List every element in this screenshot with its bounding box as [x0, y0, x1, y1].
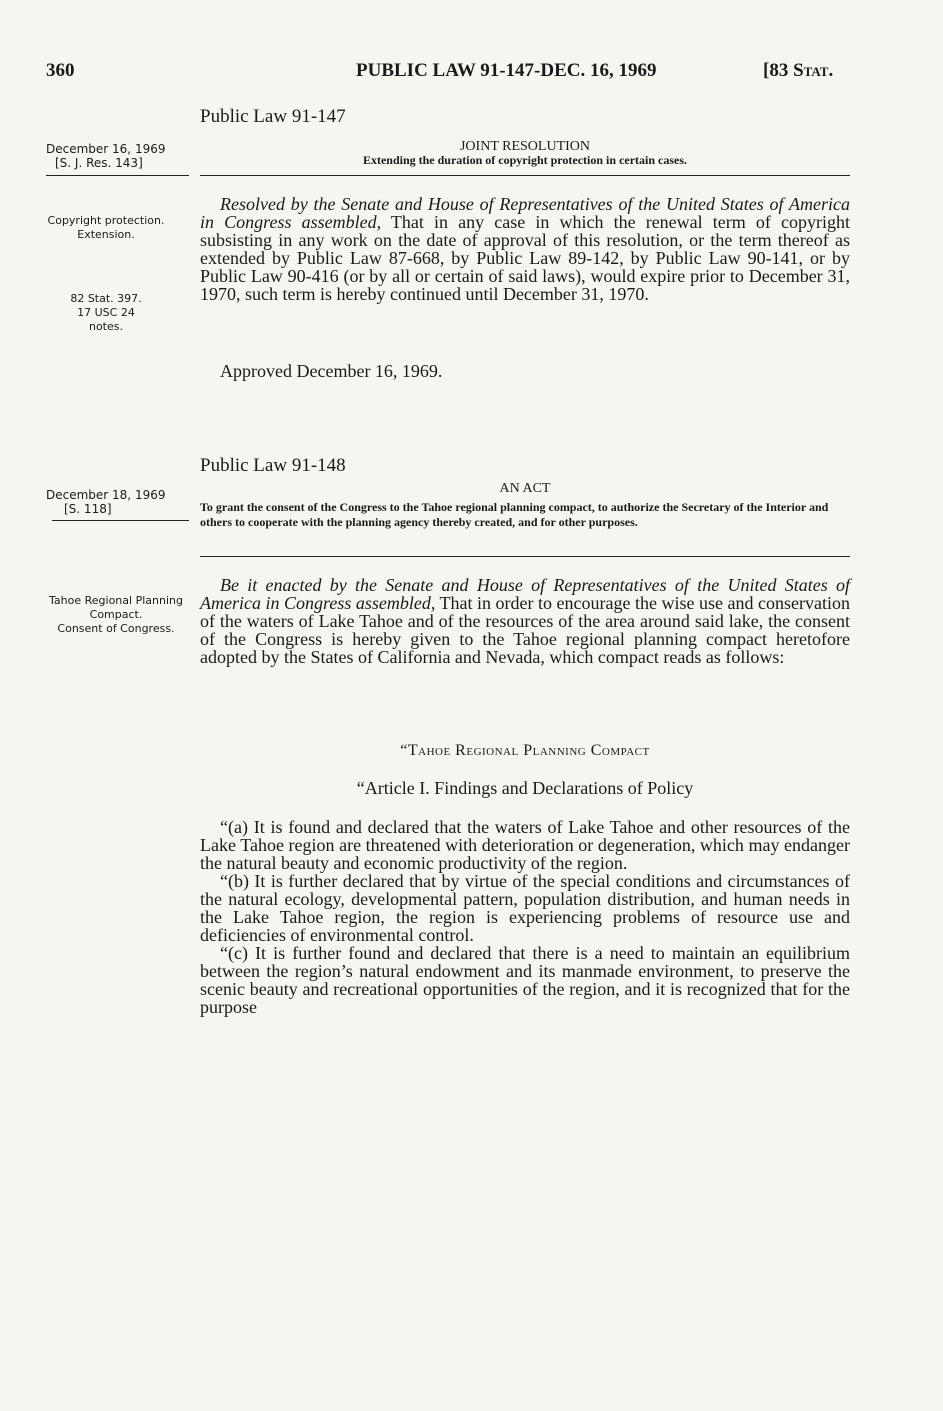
law-1-type: JOINT RESOLUTION — [459, 139, 590, 154]
paragraph-c: “(c) It is further found and declared that there is a need to maintain an equilibrium between the region’s natural endowment and its manmade environment, to preserve the scenic beauty and recreational opportunities of the region, and it is recognized that for the purpose — [200, 943, 850, 1017]
running-title: PUBLIC LAW 91-147-DEC. 16, 1969 — [356, 60, 657, 81]
statute-reference: [83 Stat. — [763, 60, 834, 81]
law-1-summary: Extending the duration of copyright protection in certain cases. — [362, 153, 688, 167]
law-1-bill-ref: [S. J. Res. 143] — [55, 156, 143, 170]
law-2-summary: To grant the consent of the Congress to the Tahoe regional planning compact, to authorize the Secretary of the Interior and others to cooperate with the planning agency thereby created, and for other purposes. — [200, 500, 829, 529]
page-number: 360 — [46, 60, 75, 81]
law-2-type: AN ACT — [499, 481, 551, 496]
law-2-body: That in order to encourage the wise use and conservation of the waters of Lake Tahoe and of the resources of the area around said lake, the consent of the Congress is hereby given to the Tahoe regional planning compact heretofore adopted by the States of California and Nevada, which compact reads as follows: — [200, 593, 850, 667]
compact-title: “Tahoe Regional Planning Compact — [400, 742, 650, 759]
law-1-body: That in any case in which the renewal term of copyright subsisting in any work on the date of approval of this resolution, or the term thereof as extended by Public Law 87-668, by Public Law 89-142, by Public Law 90-141, or by Public Law 90-416 (or by all or certain of said laws), would expire prior to December 31, 1970, such term is hereby continued until December 31, 1970. — [200, 212, 850, 304]
article-body — [200, 818, 850, 1016]
law-1-resolution-text — [200, 195, 850, 303]
article-title: “Article I. Findings and Declarations of Policy — [356, 778, 694, 798]
law-1-title: Public Law 91-147 — [200, 106, 346, 127]
margin-note-citations: 82 Stat. 397. 17 USC 24 notes. — [70, 292, 142, 333]
margin-note-tahoe: Tahoe Regional Planning Compact. Consent of Congress. — [49, 594, 183, 635]
law-1-margin-rule — [46, 175, 189, 176]
law-2-title-rule — [200, 556, 850, 557]
law-2-bill-ref: [S. 118] — [64, 502, 112, 516]
law-1-title-rule — [200, 175, 850, 176]
law-2-date: December 18, 1969 — [46, 488, 166, 502]
margin-note-copyright: Copyright protection. Extension. — [47, 214, 165, 241]
paragraph-b: “(b) It is further declared that by virtue of the special conditions and circumstances of the natural ecology, developmental pattern, population distribution, and human needs in the Lake Tahoe region, the region is experiencing problems of resource use and deficiencies of environmental control. — [200, 871, 850, 945]
law-1-enacting-clause: Resolved by the Senate and House of Representatives of the United States of America in Congress assembled, — [200, 194, 850, 232]
law-2-margin-rule — [52, 520, 189, 521]
law-2-act-text — [200, 576, 850, 666]
law-2-title: Public Law 91-148 — [200, 455, 346, 476]
paragraph-a: “(a) It is found and declared that the waters of Lake Tahoe and other resources of the Lake Tahoe region are threatened with deterioration or degeneration, which may endanger the natural beauty and economic productivity of the region. — [200, 817, 850, 873]
law-1-date: December 16, 1969 — [46, 142, 166, 156]
law-2-enacting-clause: Be it enacted by the Senate and House of Representatives of the United States of America in Congress assembled, — [200, 575, 850, 613]
law-1-approval: Approved December 16, 1969. — [220, 361, 443, 381]
